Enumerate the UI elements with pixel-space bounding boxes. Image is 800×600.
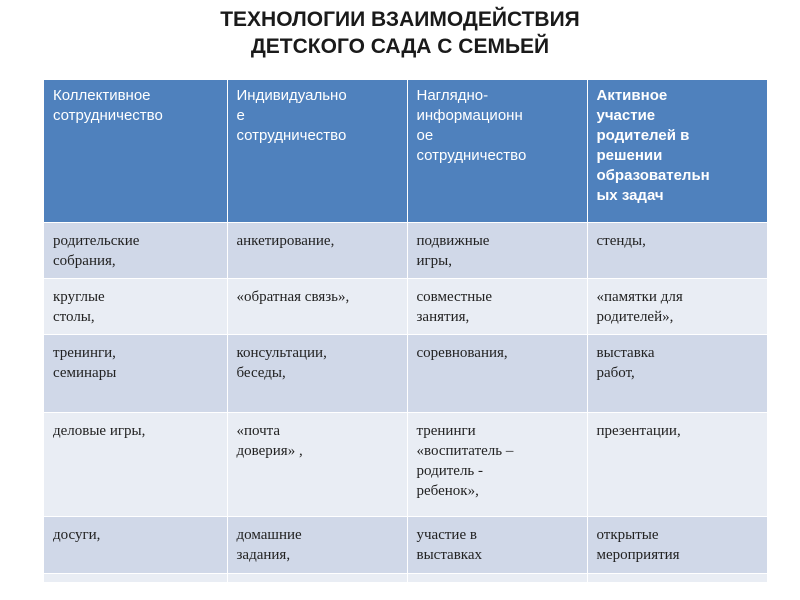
- header-collective: Коллективное сотрудничество: [44, 80, 227, 222]
- title-line-2: ДЕТСКОГО САДА С СЕМЬЕЙ: [250, 35, 550, 58]
- table-row: [44, 334, 767, 412]
- table-row: [44, 516, 767, 573]
- table-cell-empty: [44, 573, 227, 582]
- table-cell: выставка работ,: [587, 334, 767, 412]
- title-line-1: ТЕХНОЛОГИИ ВЗАИМОДЕЙСТВИЯ: [220, 8, 580, 31]
- table-row: [44, 278, 767, 334]
- table-row: [44, 222, 767, 278]
- page-title: [0, 6, 800, 60]
- header-visual-info: Наглядно- информационн ое сотрудничество: [407, 80, 587, 222]
- header-individual: Индивидуально е сотрудничество: [227, 80, 407, 222]
- table-cell: консультации, беседы,: [227, 334, 407, 412]
- table-cell: «почта доверия» ,: [227, 412, 407, 516]
- table-cell: анкетирование,: [227, 222, 407, 278]
- table-cell: «обратная связь»,: [227, 278, 407, 334]
- table-cell: круглые столы,: [44, 278, 227, 334]
- technologies-table: [44, 80, 767, 582]
- table-row: [44, 412, 767, 516]
- table-cell: подвижные игры,: [407, 222, 587, 278]
- table-cell-empty: [227, 573, 407, 582]
- table-cell: соревнования,: [407, 334, 587, 412]
- table-cell: досуги,: [44, 516, 227, 573]
- table-header-row: [44, 80, 767, 222]
- table-cell: родительские собрания,: [44, 222, 227, 278]
- table-cell: домашние задания,: [227, 516, 407, 573]
- table-cell-empty: [407, 573, 587, 582]
- table-cell: стенды,: [587, 222, 767, 278]
- table-cell: тренинги «воспитатель – родитель - ребенок»,: [407, 412, 587, 516]
- table-cell: участие в выставках: [407, 516, 587, 573]
- table-cell: презентации,: [587, 412, 767, 516]
- table-row-empty: [44, 573, 767, 582]
- table-cell: совместные занятия,: [407, 278, 587, 334]
- header-active-participation: Активное участие родителей в решении образовательн ых задач: [587, 80, 767, 222]
- table-cell: «памятки для родителей»,: [587, 278, 767, 334]
- table-cell: тренинги, семинары: [44, 334, 227, 412]
- table-cell: деловые игры,: [44, 412, 227, 516]
- table-cell: открытые мероприятия: [587, 516, 767, 573]
- table-cell-empty: [587, 573, 767, 582]
